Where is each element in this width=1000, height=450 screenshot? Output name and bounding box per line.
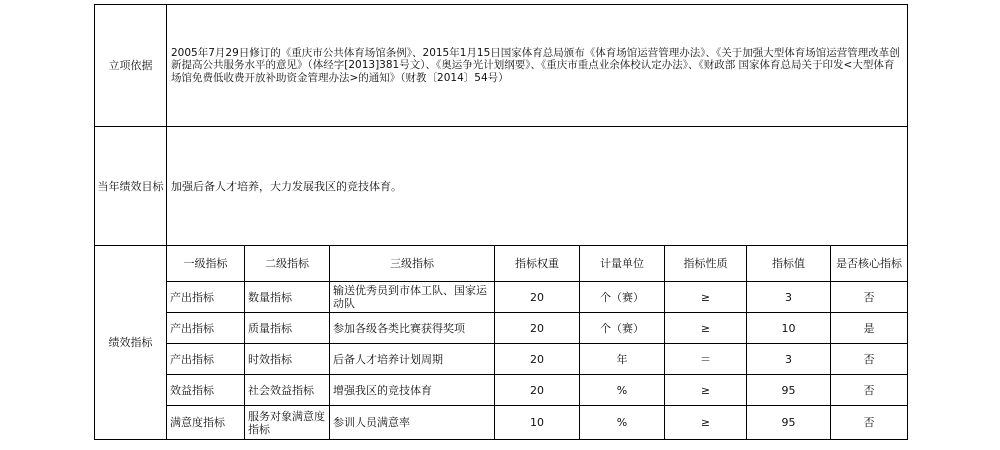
cell-level2: 社会效益指标 [245, 375, 330, 406]
cell-value: 10 [747, 313, 831, 344]
indicator-header-row [95, 246, 908, 282]
cell-nature: ≥ [665, 313, 747, 344]
cell-value: 95 [747, 406, 831, 440]
header-value: 指标值 [747, 246, 831, 282]
table-row [95, 282, 908, 313]
table-row [95, 344, 908, 375]
cell-unit: % [580, 406, 665, 440]
basis-label: 立项依据 [95, 5, 167, 127]
cell-level3: 参训人员满意率 [330, 406, 495, 440]
cell-nature: ≥ [665, 406, 747, 440]
indicators-label: 绩效指标 [95, 246, 167, 440]
basis-row [95, 5, 908, 127]
table-row [95, 406, 908, 440]
cell-nature: ＝ [665, 344, 747, 375]
cell-weight: 20 [495, 282, 580, 313]
performance-table [94, 4, 907, 445]
table-row [95, 375, 908, 406]
cell-weight: 10 [495, 406, 580, 440]
table-row [95, 313, 908, 344]
goal-label: 当年绩效目标 [95, 127, 167, 246]
cell-level3: 输送优秀员到市体工队、国家运动队 [330, 282, 495, 313]
cell-unit: 年 [580, 344, 665, 375]
cell-level1: 产出指标 [167, 313, 245, 344]
cell-core: 否 [831, 406, 908, 440]
cell-core: 否 [831, 282, 908, 313]
cell-core: 否 [831, 344, 908, 375]
cell-level1: 产出指标 [167, 344, 245, 375]
header-level2: 二级指标 [245, 246, 330, 282]
cell-level2: 服务对象满意度指标 [245, 406, 330, 440]
cell-level1: 产出指标 [167, 282, 245, 313]
header-weight: 指标权重 [495, 246, 580, 282]
cell-level1: 满意度指标 [167, 406, 245, 440]
cell-level1: 效益指标 [167, 375, 245, 406]
cell-level3: 增强我区的竞技体育 [330, 375, 495, 406]
cell-level2: 时效指标 [245, 344, 330, 375]
header-nature: 指标性质 [665, 246, 747, 282]
cell-weight: 20 [495, 313, 580, 344]
header-core: 是否核心指标 [831, 246, 908, 282]
cell-unit: % [580, 375, 665, 406]
cell-level2: 质量指标 [245, 313, 330, 344]
header-level1: 一级指标 [167, 246, 245, 282]
header-level3: 三级指标 [330, 246, 495, 282]
cell-weight: 20 [495, 344, 580, 375]
cell-value: 95 [747, 375, 831, 406]
cell-unit: 个（赛） [580, 313, 665, 344]
cell-nature: ≥ [665, 282, 747, 313]
header-unit: 计量单位 [580, 246, 665, 282]
goal-text: 加强后备人才培养，大力发展我区的竞技体育。 [167, 127, 908, 246]
cell-unit: 个（赛） [580, 282, 665, 313]
goal-row [95, 127, 908, 246]
cell-level2: 数量指标 [245, 282, 330, 313]
cell-nature: ≥ [665, 375, 747, 406]
cell-value: 3 [747, 344, 831, 375]
basis-text: 2005年7月29日修订的《重庆市公共体育场馆条例》、2015年1月15日国家体育总局颁布《体育场馆运营管理办法》、《关于加强大型体育场馆运营管理改革创新提高公共服务水平的意见》（体经字[2013]381号文）、《奥运争光计划纲要》、《重庆市重点业余体校认定办法》、《财政部 国家体育总局关于印发<大型体育场馆免费低收费开放补助资金管理办法>的通知》（财教〔2014〕54号） [167, 5, 908, 127]
cell-weight: 20 [495, 375, 580, 406]
cell-core: 否 [831, 375, 908, 406]
cell-level3: 后备人才培养计划周期 [330, 344, 495, 375]
cell-level3: 参加各级各类比赛获得奖项 [330, 313, 495, 344]
cell-core: 是 [831, 313, 908, 344]
cell-value: 3 [747, 282, 831, 313]
